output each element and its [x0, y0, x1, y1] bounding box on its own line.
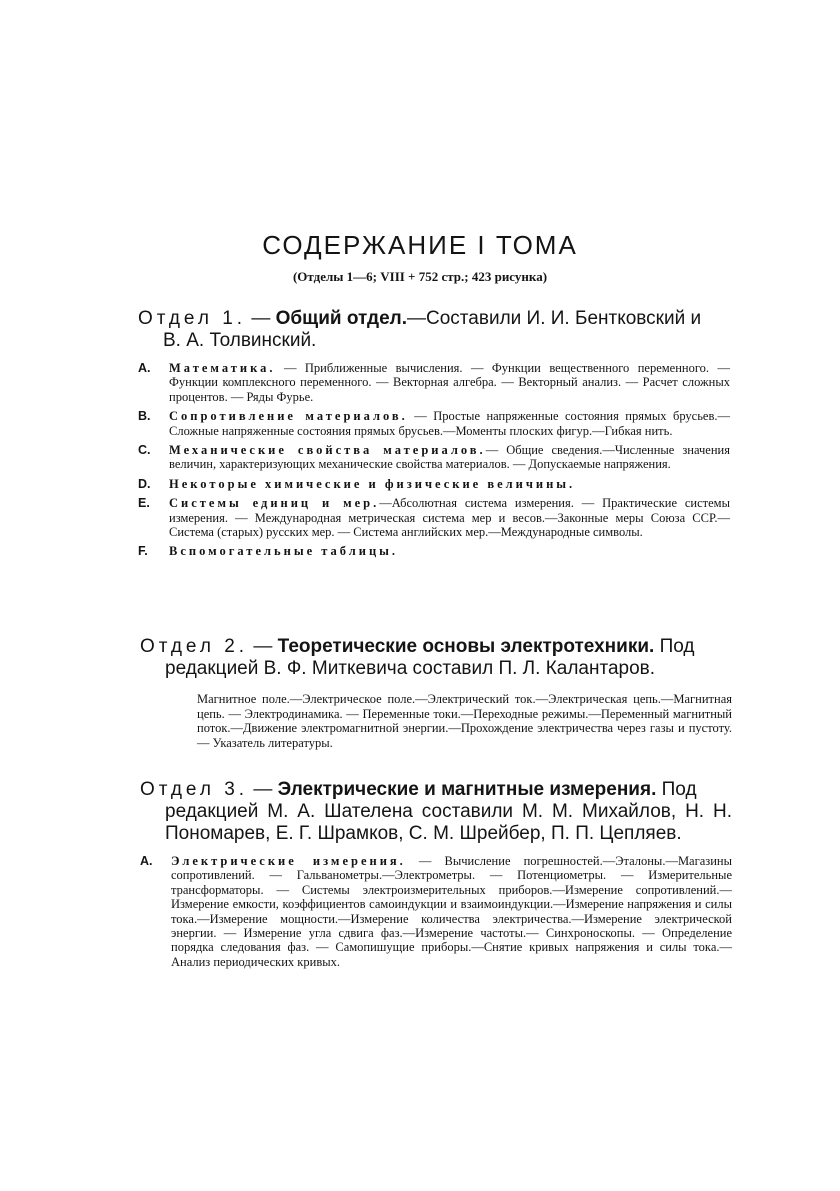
section-2-label: Отдел 2. — [140, 636, 249, 657]
page-title: СОДЕРЖАНИЕ I ТОМА — [262, 230, 578, 260]
section-1-item-d — [138, 477, 730, 491]
section-1-item-b — [138, 409, 730, 438]
item-letter: E. — [138, 496, 150, 511]
item-letter: B. — [138, 409, 151, 424]
section-1-dash: — — [246, 308, 276, 329]
section-3-item-a — [140, 854, 732, 969]
section-2-dash: — — [248, 636, 278, 657]
item-letter: C. — [138, 443, 151, 458]
section-1-authors-cont: В. А. Толвинский. — [163, 330, 317, 351]
item-name: Системы единиц и мер. — [169, 496, 380, 511]
section-3 — [140, 779, 732, 974]
section-1-item-e — [138, 496, 730, 539]
section-3-name: Электрические и магнитные измерения. — [277, 779, 657, 800]
section-3-label: Отдел 3. — [140, 779, 249, 800]
section-1-name: Общий отдел. — [275, 308, 408, 329]
section-1-item-f — [138, 544, 730, 558]
section-1-label: Отдел 1. — [138, 308, 247, 329]
item-name: Электрические измерения. — [171, 854, 406, 868]
section-1-item-a — [138, 361, 730, 404]
section-2 — [140, 636, 732, 750]
item-text: — Приближенные вычисления. — Функции вещественного переменного. — Функции комплексного переменного. — Векторная алгебра. — Векторный анализ. — Расчет сложных процентов. — Ряды Фурье. — [169, 361, 730, 404]
item-letter: D. — [138, 476, 151, 491]
section-2-editor-cont: редакцией В. Ф. Миткевича составил П. Л. Калантаров. — [165, 658, 656, 679]
section-3-editor: Под — [656, 779, 697, 800]
section-3-dash: — — [248, 779, 278, 800]
item-letter: A. — [138, 361, 151, 375]
page-subtitle: (Отделы 1—6; VIII + 752 стр.; 423 рисунка) — [292, 269, 548, 284]
item-text: — Простые напряженные состояния прямых брусьев.—Сложные напряженные состояния прямых брусьев.—Моменты плоских фигур.—Гибкая нить. — [169, 409, 731, 438]
item-text: —Абсолютная система измерения. — Практические системы измерения. — Международная метрическая система мер и весов.—Законные меры Союза ССР.—Система (старых) русских мер. — Система английских мер.—Международные символы. — [169, 496, 730, 540]
section-3-items — [140, 854, 732, 969]
section-1 — [138, 308, 730, 564]
item-text: — Вычисление погрешностей.—Эталоны.—Магазины сопротивлений. — Гальванометры.—Электрометры. — Потенциометры. — Измерительные трансформаторы. — Системы электроизмерительных приборов.—Измерение сопротивлений.— Измерение емкости, коэффициентов самоиндукции и взаимоиндукции.—Измерение напряжения и силы тока.—Измерение мощности.—Измерение количества электричества.—Измерение электрической энергии. — Измерение угла сдвига фаз.—Измерение частоты.— Синхроноскопы. — Определение порядка следования фаз. — Самопишущие приборы.—Снятие кривых напряжения и силы тока.—Анализ периодических кривых. — [171, 854, 732, 969]
item-text: — Общие сведения.—Численные значения величин, характеризующих механические свойства материалов. — Допускаемые напряжения. — [169, 443, 730, 472]
section-3-editor-cont: редакцией М. А. Шателена составили М. М. Михайлов, Н. Н. Пономарев, Е. Г. Шрамков, С. М. Шрейбер, П. П. Цепляев. — [165, 801, 732, 844]
section-2-name: Теоретические основы электротехники. — [277, 636, 655, 657]
section-1-item-c — [138, 443, 730, 472]
section-2-contents: Магнитное поле.—Электрическое поле.—Электрический ток.—Электрическая цепь.—Магнитная цепь. — Электродинамика. — Переменные токи.—Переходные режимы.—Переменный магнитный поток.—Движение электромагнитной энергии.—Прохождение электричества через газы и пустоту. — Указатель литературы. — [197, 692, 732, 750]
item-letter: A. — [140, 854, 153, 868]
section-2-heading — [140, 636, 732, 680]
item-name: Сопротивление материалов. — [169, 409, 408, 424]
section-3-heading — [140, 779, 732, 845]
item-name: Вспомогательные таблицы. — [169, 544, 399, 559]
section-1-heading — [138, 308, 730, 352]
item-name: Некоторые химические и физические величины. — [169, 476, 576, 491]
item-name: Механические свойства материалов. — [169, 443, 486, 458]
item-letter: F. — [138, 544, 148, 559]
section-1-authors: —Составили И. И. Бентковский и — [407, 308, 702, 329]
item-name: Математика. — [169, 361, 276, 375]
section-2-editor: Под — [654, 636, 695, 657]
section-1-items — [138, 361, 730, 559]
